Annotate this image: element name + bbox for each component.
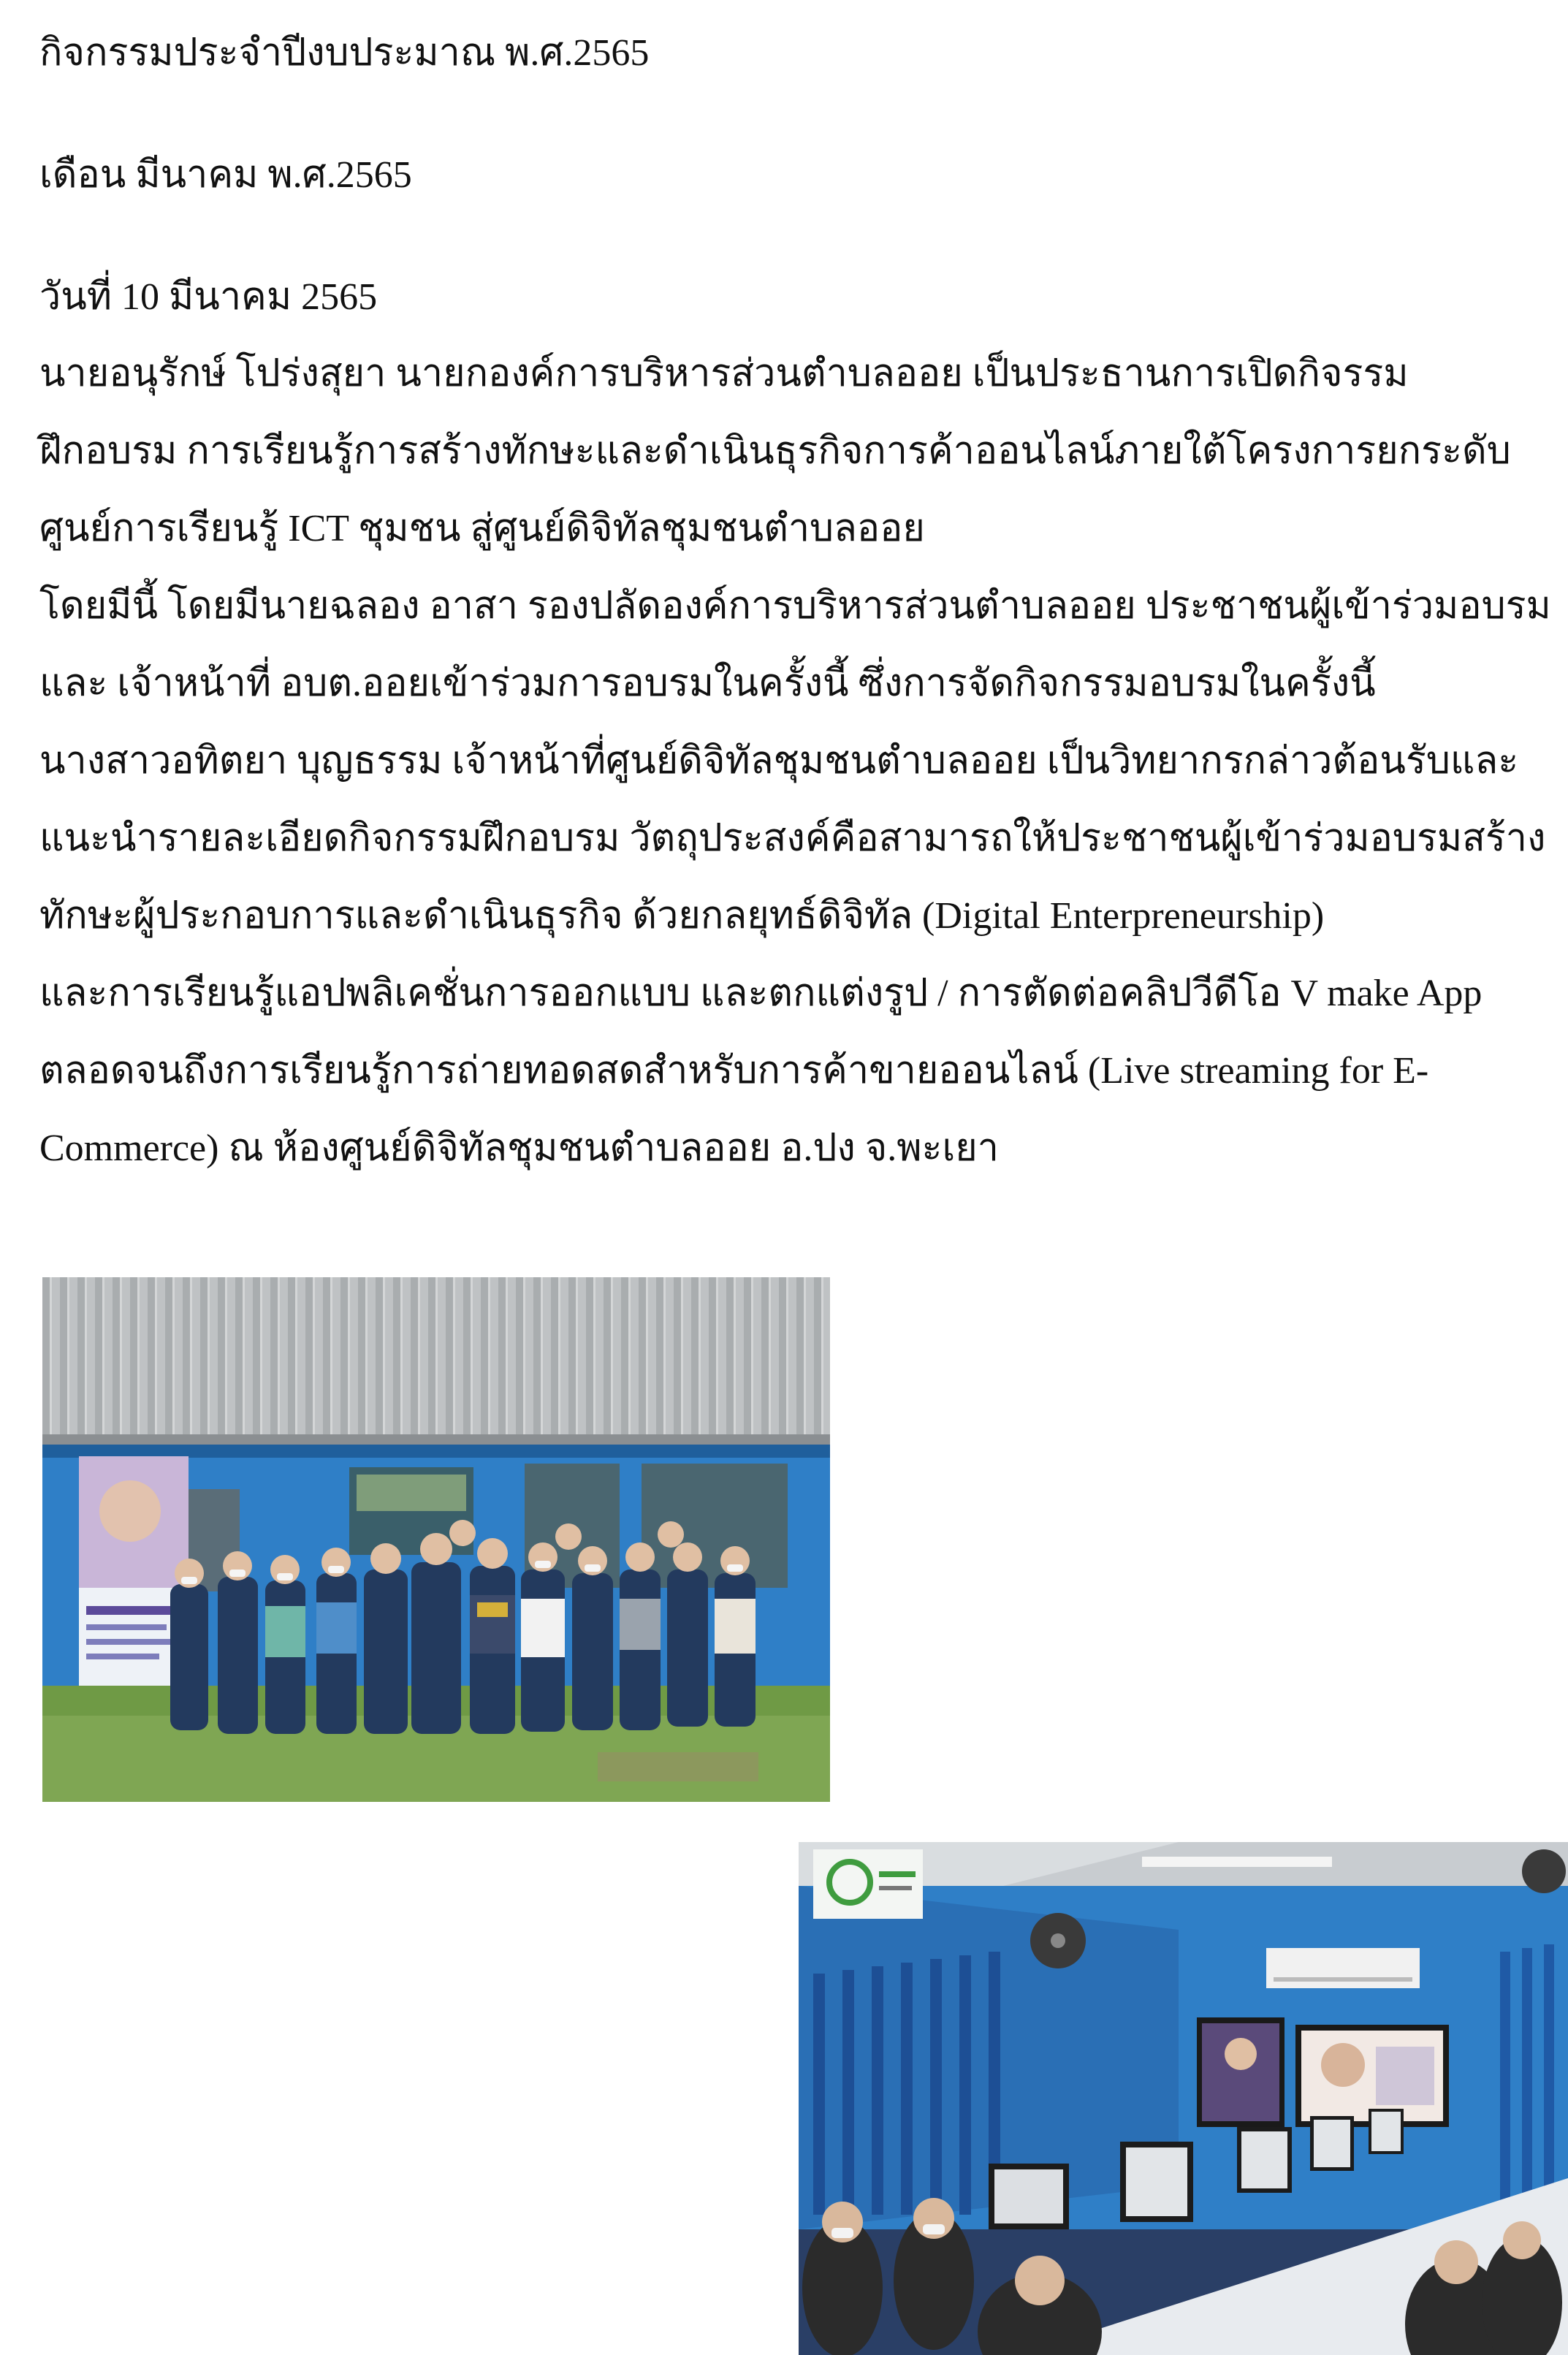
body-line: โดยมีนี้ โดยมีนายฉลอง อาสา รองปลัดองค์การบริหารส่วนตำบลออย ประชาชนผู้เข้าร่วมอบรม [39, 585, 1551, 627]
document-date: วันที่ 10 มีนาคม 2565 [39, 276, 378, 318]
body-line: และ เจ้าหน้าที่ อบต.ออยเข้าร่วมการอบรมในครั้งนี้ ซึ่งการจัดกิจกรรมอบรมในครั้งนี้ [39, 663, 1376, 704]
classroom-photo-image [799, 1842, 1568, 2355]
body-line: และการเรียนรู้แอปพลิเคชั่นการออกแบบ และตกแต่งรูป / การตัดต่อคลิปวีดีโอ V make App [39, 973, 1483, 1014]
body-line: ตลอดจนถึงการเรียนรู้การถ่ายทอดสดสำหรับการค้าขายออนไลน์ (Live streaming for E- [39, 1050, 1429, 1092]
document-heading: กิจกรรมประจำปีงบประมาณ พ.ศ.2565 [39, 32, 650, 74]
body-line: ฝึกอบรม การเรียนรู้การสร้างทักษะและดำเนินธุรกิจการค้าออนไลน์ภายใต้โครงการยกระดับ [39, 430, 1511, 472]
body-line: ศูนย์การเรียนรู้ ICT ชุมชน สู่ศูนย์ดิจิทัลชุมชนตำบลออย [39, 508, 925, 549]
body-line: นางสาวอทิตยา บุญธรรม เจ้าหน้าที่ศูนย์ดิจิทัลชุมชนตำบลออย เป็นวิทยากรกล่าวต้อนรับและ [39, 740, 1519, 782]
body-line: นายอนุรักษ์ โปร่งสุยา นายกองค์การบริหารส่วนตำบลออย เป็นประธานการเปิดกิจรรม [39, 353, 1409, 395]
group-photo-image [42, 1277, 830, 1802]
body-line: ทักษะผู้ประกอบการและดำเนินธุรกิจ ด้วยกลยุทธ์ดิจิทัล (Digital Enterpreneurship) [39, 895, 1325, 937]
document-month: เดือน มีนาคม พ.ศ.2565 [39, 154, 412, 196]
group-photo [42, 1277, 830, 1802]
classroom-photo [799, 1842, 1568, 2355]
body-line: แนะนำรายละเอียดกิจกรรมฝึกอบรม วัตถุประสงค์คือสามารถให้ประชาชนผู้เข้าร่วมอบรมสร้าง [39, 818, 1546, 859]
body-line: Commerce) ณ ห้องศูนย์ดิจิทัลชุมชนตำบลออย อ.ปง จ.พะเยา [39, 1127, 999, 1169]
